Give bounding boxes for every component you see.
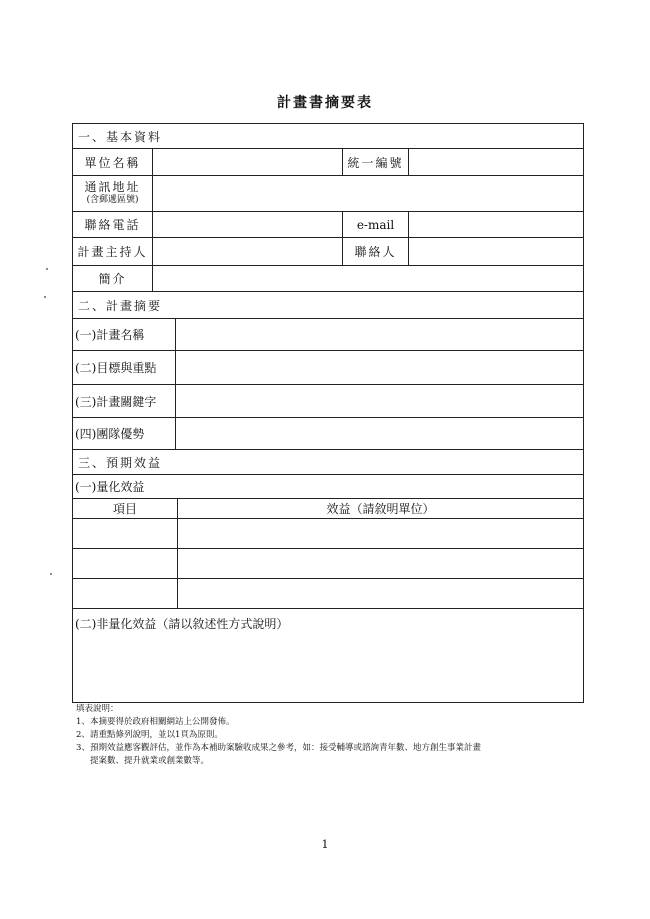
label-contact: 聯絡人 xyxy=(343,238,409,265)
field-intro[interactable] xyxy=(153,266,583,291)
label-address-main: 通訊地址 xyxy=(84,180,141,195)
instruction-number: 1、 xyxy=(76,717,90,727)
field-quant-benefit[interactable] xyxy=(178,549,583,578)
field-quant-item[interactable] xyxy=(73,519,178,548)
field-quant-item[interactable] xyxy=(73,579,178,608)
row-intro xyxy=(73,266,583,292)
label-team: (四)團隊優勢 xyxy=(73,418,176,449)
table-row xyxy=(73,519,583,549)
row-quant-header xyxy=(73,475,583,499)
instruction-text: 預期效益應客觀評估，並作為本補助案驗收成果之參考，如：接受輔導或諮詢青年數、地方創生事業計畫 xyxy=(90,743,482,753)
field-plan-name[interactable] xyxy=(176,319,583,350)
instruction-number: 2、 xyxy=(76,730,90,740)
column-header-benefit: 效益（請敘明單位） xyxy=(326,502,435,516)
row-quant-columns xyxy=(73,499,583,519)
column-header-item: 項目 xyxy=(73,499,178,518)
field-unit-name[interactable] xyxy=(153,149,343,175)
page-title: 計畫書摘要表 xyxy=(277,95,373,111)
label-tax-id: 統一編號 xyxy=(343,149,409,175)
field-address[interactable] xyxy=(153,176,583,211)
scan-speck xyxy=(44,296,46,298)
instruction-number: 3、 xyxy=(76,743,90,753)
field-host[interactable] xyxy=(153,238,343,265)
label-email: e-mail xyxy=(343,212,409,237)
page-number: 1 xyxy=(321,838,329,851)
label-intro: 簡介 xyxy=(73,266,153,291)
row-keywords xyxy=(73,385,583,418)
row-host xyxy=(73,238,583,266)
field-tax-id[interactable] xyxy=(409,149,583,175)
row-team xyxy=(73,418,583,450)
field-quant-benefit[interactable] xyxy=(178,579,583,608)
instruction-continuation: 提案數、提升就業或創業數等。 xyxy=(90,756,210,766)
scan-speck xyxy=(50,573,52,575)
label-quant-benefit: (一)量化效益 xyxy=(75,480,145,494)
label-phone: 聯絡電話 xyxy=(73,212,153,237)
row-nonquant xyxy=(73,609,583,704)
label-address xyxy=(73,176,153,211)
row-goal xyxy=(73,351,583,385)
row-unit-name xyxy=(73,149,583,176)
label-nonquant-benefit: (二)非量化效益（請以敘述性方式說明） xyxy=(75,617,289,631)
label-plan-name: (一)計畫名稱 xyxy=(73,319,176,350)
instructions-heading: 填表說明： xyxy=(76,704,119,714)
table-row xyxy=(73,579,583,609)
section-summary-header xyxy=(73,292,583,319)
summary-form-table xyxy=(72,123,584,703)
section-basic-header xyxy=(73,124,583,149)
section-basic-title: 一、基本資料 xyxy=(78,129,163,144)
label-host: 計畫主持人 xyxy=(73,238,153,265)
row-address xyxy=(73,176,583,212)
field-quant-benefit[interactable] xyxy=(178,519,583,548)
field-contact[interactable] xyxy=(409,238,583,265)
form-instructions xyxy=(76,703,616,768)
instruction-text: 請重點條列說明，並以1頁為原則。 xyxy=(90,730,223,740)
field-phone[interactable] xyxy=(153,212,343,237)
section-benefit-header xyxy=(73,450,583,475)
label-keywords: (三)計畫關鍵字 xyxy=(73,385,176,417)
instruction-item xyxy=(76,742,616,755)
label-unit-name: 單位名稱 xyxy=(73,149,153,175)
label-address-note: (含郵遞區號) xyxy=(86,195,139,206)
instruction-item xyxy=(76,729,616,742)
label-goal: (二)目標與重點 xyxy=(73,351,176,384)
field-keywords[interactable] xyxy=(176,385,583,417)
field-team[interactable] xyxy=(176,418,583,449)
scan-speck xyxy=(46,268,48,270)
field-quant-item[interactable] xyxy=(73,549,178,578)
instruction-text: 本摘要得於政府相關網站上公開發佈。 xyxy=(90,717,235,727)
row-plan-name xyxy=(73,319,583,351)
instruction-item xyxy=(76,716,616,729)
section-summary-title: 二、計畫摘要 xyxy=(78,298,163,313)
table-row xyxy=(73,549,583,579)
section-benefit-title: 三、預期效益 xyxy=(78,455,163,470)
row-phone xyxy=(73,212,583,238)
field-email[interactable] xyxy=(409,212,583,237)
field-goal[interactable] xyxy=(176,351,583,384)
